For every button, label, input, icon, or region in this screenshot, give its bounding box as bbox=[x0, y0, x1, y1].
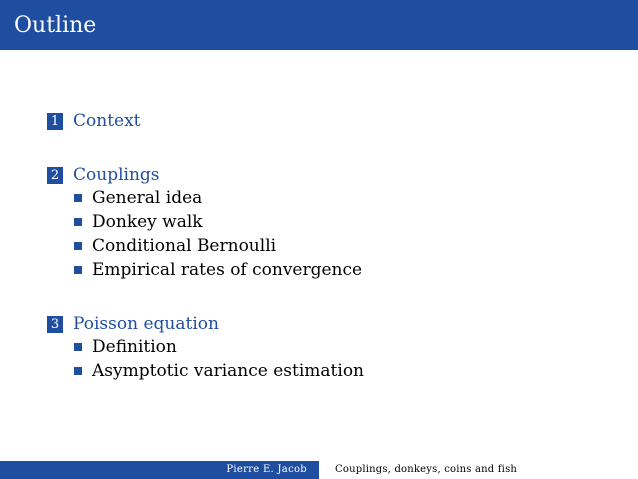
subsection-label: Empirical rates of convergence bbox=[92, 260, 363, 280]
subsection-label: General idea bbox=[92, 188, 203, 208]
footer-author: Pierre E. Jacob bbox=[0, 461, 319, 479]
subsection-item[interactable] bbox=[74, 186, 362, 210]
subsection-label: Definition bbox=[92, 337, 177, 357]
square-bullet-icon bbox=[74, 343, 82, 351]
subsection-item[interactable] bbox=[74, 359, 364, 383]
slide-header bbox=[0, 0, 638, 50]
slide-title: Outline bbox=[14, 13, 97, 38]
subsection-label: Conditional Bernoulli bbox=[92, 236, 277, 256]
section-number: 1 bbox=[47, 113, 63, 130]
outline-section-2 bbox=[47, 164, 362, 282]
square-bullet-icon bbox=[74, 367, 82, 375]
outline-section-3 bbox=[47, 313, 364, 383]
square-bullet-icon bbox=[74, 218, 82, 226]
footer-talk-title: Couplings, donkeys, coins and fish bbox=[319, 461, 638, 479]
section-title-link[interactable]: Context bbox=[73, 111, 141, 131]
subsection-label: Donkey walk bbox=[92, 212, 203, 232]
square-bullet-icon bbox=[74, 242, 82, 250]
section-number: 3 bbox=[47, 316, 63, 333]
subsection-item[interactable] bbox=[74, 335, 364, 359]
subsection-item[interactable] bbox=[74, 234, 362, 258]
subsection-label: Asymptotic variance estimation bbox=[92, 361, 364, 381]
section-number: 2 bbox=[47, 167, 63, 184]
slide-footer bbox=[0, 461, 638, 479]
outline-section-1 bbox=[47, 110, 141, 132]
square-bullet-icon bbox=[74, 266, 82, 274]
section-title-link[interactable]: Couplings bbox=[73, 165, 160, 185]
square-bullet-icon bbox=[74, 194, 82, 202]
subsection-item[interactable] bbox=[74, 258, 362, 282]
subsection-item[interactable] bbox=[74, 210, 362, 234]
section-title-link[interactable]: Poisson equation bbox=[73, 314, 219, 334]
